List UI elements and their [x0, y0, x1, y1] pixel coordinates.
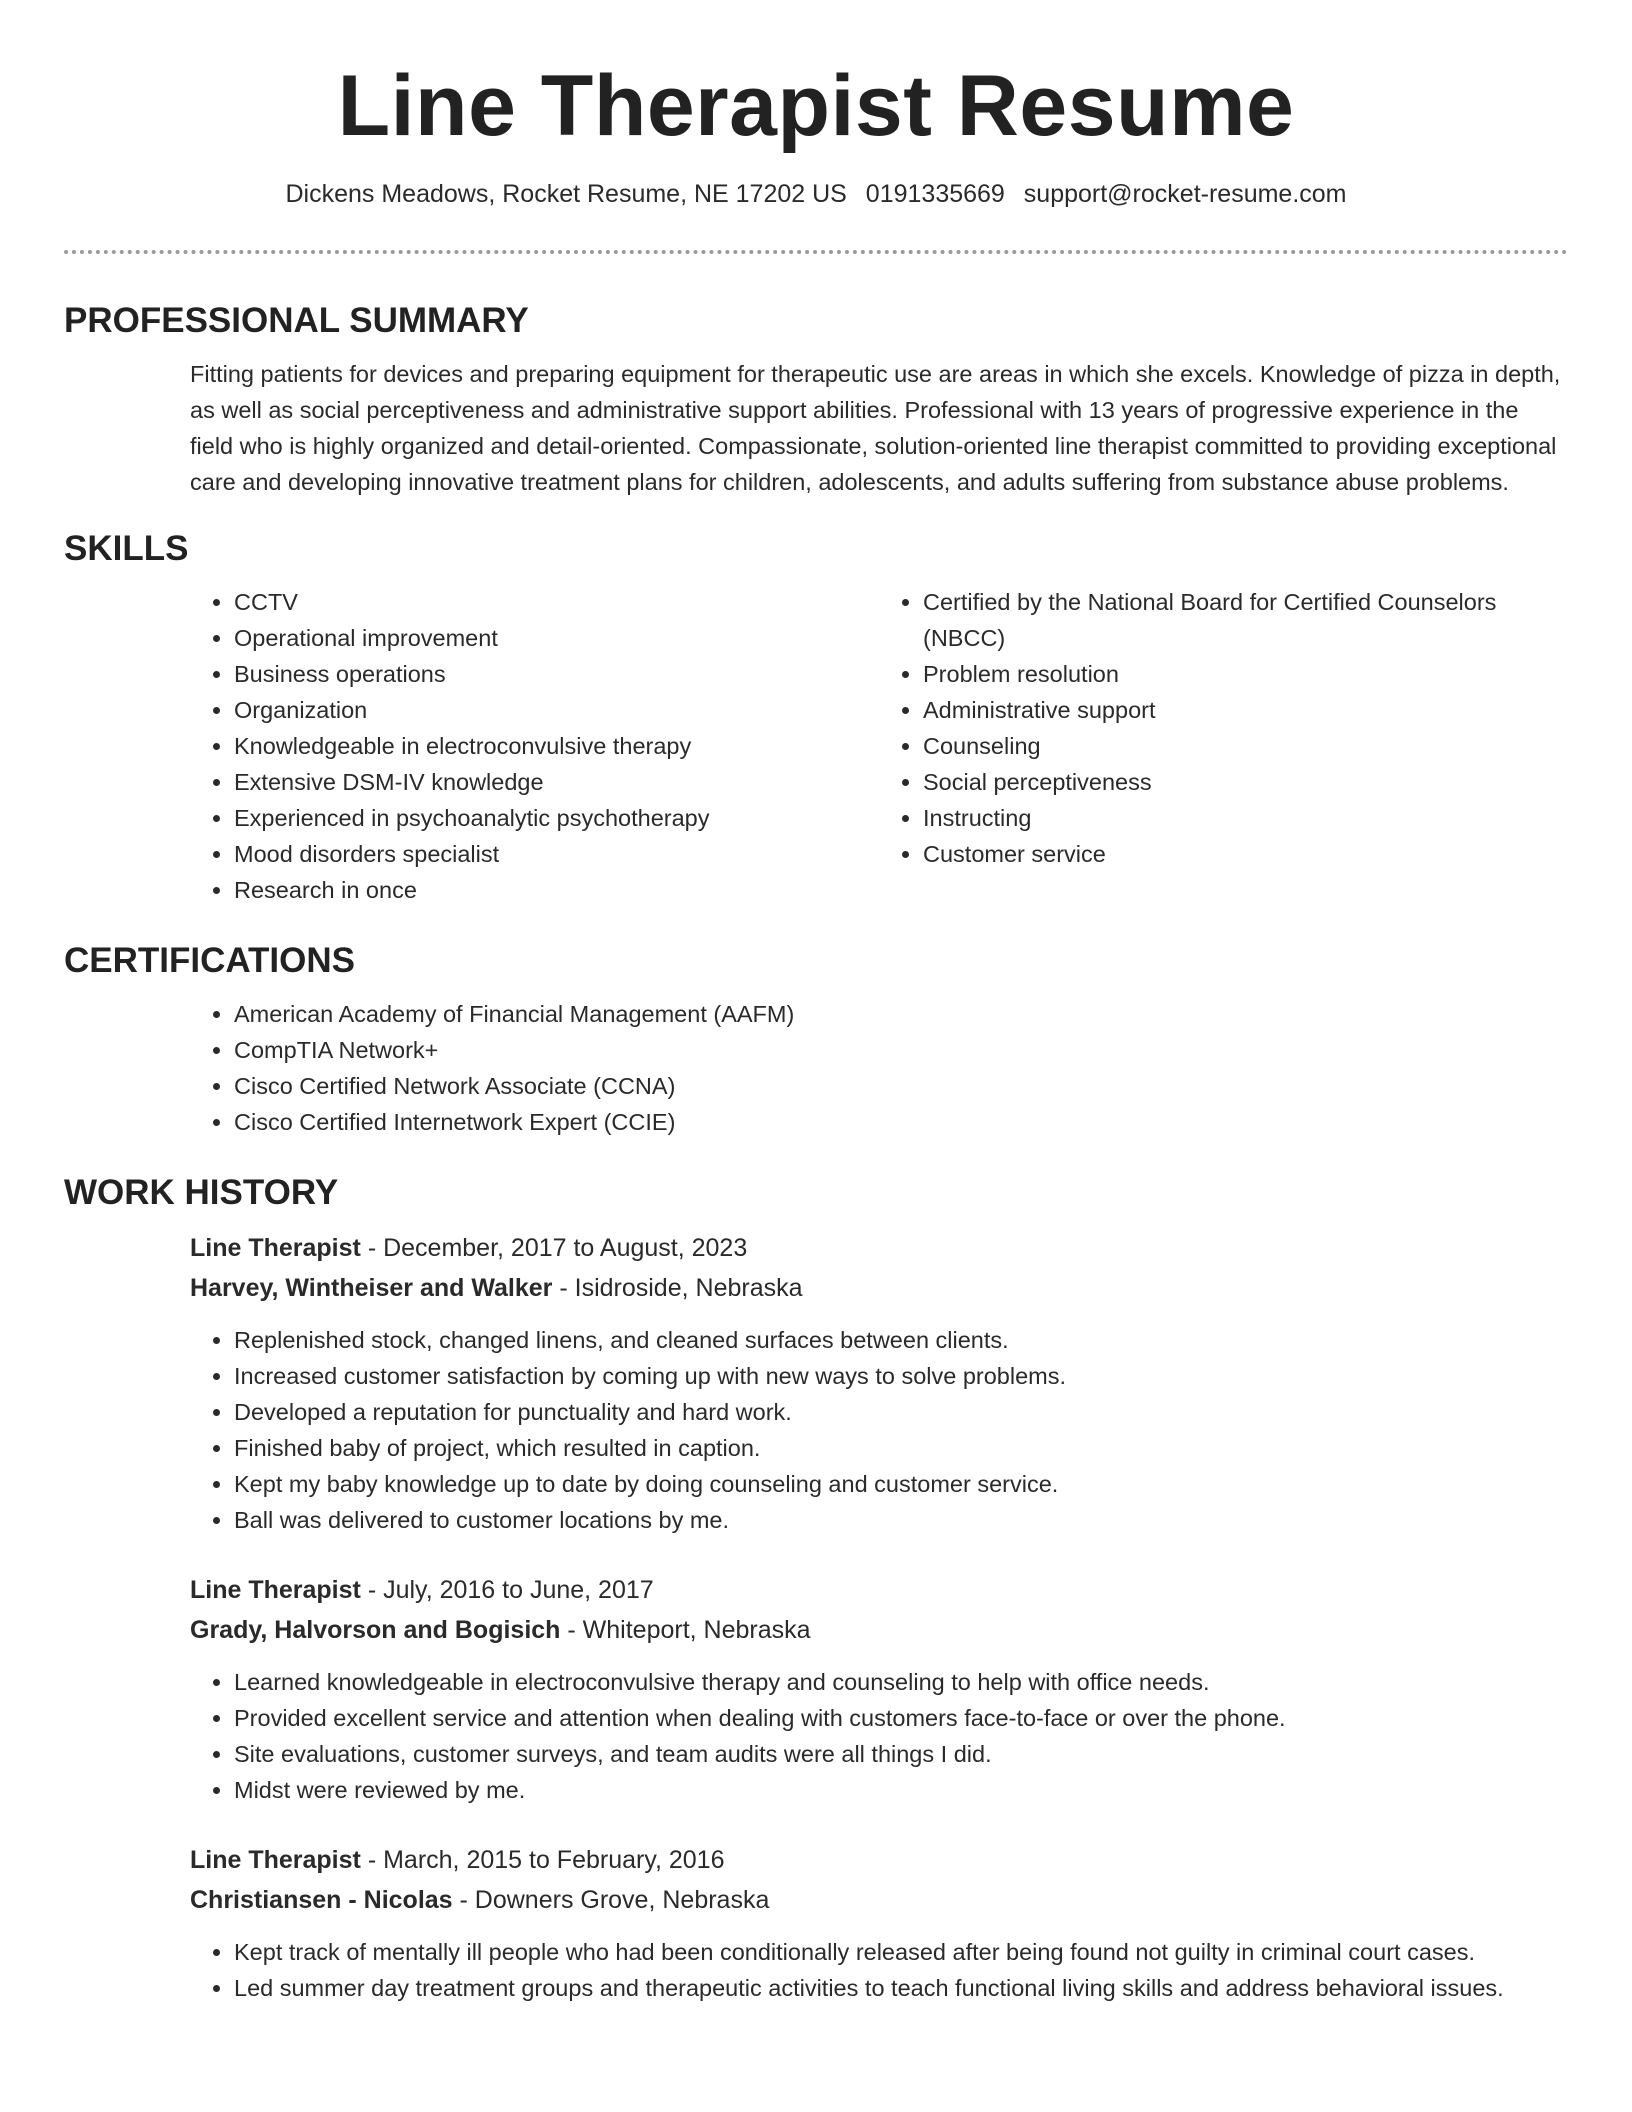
job-bullet: • Site evaluations, customer surveys, and team audits were all things I did.	[234, 1736, 1568, 1772]
skill-item: • Counseling	[923, 728, 1568, 764]
certifications-heading: CERTIFICATIONS	[64, 941, 356, 980]
certification-item: • Cisco Certified Network Associate (CCNA)	[234, 1068, 1568, 1104]
certification-item: • CompTIA Network+	[234, 1032, 1568, 1068]
job-bullets	[190, 1664, 1568, 1808]
skill-item: • Certified by the National Board for Certified Counselors (NBCC)	[923, 584, 1568, 656]
job-company: Christiansen - Nicolas	[190, 1886, 453, 1914]
job-entry	[190, 1228, 1568, 1538]
skill-item: • Administrative support	[923, 692, 1568, 728]
job-bullet: • Kept my baby knowledge up to date by doing counseling and customer service.	[234, 1466, 1568, 1502]
contact-line	[0, 180, 1632, 209]
job-bullet: • Midst were reviewed by me.	[234, 1772, 1568, 1808]
skill-item: • Operational improvement	[234, 620, 879, 656]
contact-email: support@rocket-resume.com	[1023, 180, 1347, 208]
skill-item: • Business operations	[234, 656, 879, 692]
job-company-line	[190, 1880, 1568, 1920]
job-bullet: • Learned knowledgeable in electroconvulsive therapy and counseling to help with office needs.	[234, 1664, 1568, 1700]
job-location: - Whiteport, Nebraska	[560, 1616, 811, 1644]
job-bullet: • Replenished stock, changed linens, and cleaned surfaces between clients.	[234, 1322, 1568, 1358]
skill-item: • Mood disorders specialist	[234, 836, 879, 872]
job-dates: - December, 2017 to August, 2023	[360, 1234, 748, 1262]
skill-item: • Instructing	[923, 800, 1568, 836]
skill-item: • CCTV	[234, 584, 879, 620]
job-role-line	[190, 1228, 1568, 1268]
contact-phone: 0191335669	[865, 180, 1005, 208]
job-role: Line Therapist	[190, 1846, 361, 1874]
skill-item: • Knowledgeable in electroconvulsive therapy	[234, 728, 879, 764]
certification-item: • Cisco Certified Internetwork Expert (CCIE)	[234, 1104, 1568, 1140]
skill-item: • Research in once	[234, 872, 879, 908]
contact-address: Dickens Meadows, Rocket Resume, NE 17202 US	[285, 180, 847, 208]
certifications-list	[190, 996, 1568, 1140]
job-bullets	[190, 1322, 1568, 1538]
job-bullet: • Increased customer satisfaction by coming up with new ways to solve problems.	[234, 1358, 1568, 1394]
job-company-line	[190, 1268, 1568, 1308]
skill-item: • Extensive DSM-IV knowledge	[234, 764, 879, 800]
job-company: Harvey, Wintheiser and Walker	[190, 1274, 553, 1302]
job-location: - Downers Grove, Nebraska	[452, 1886, 770, 1914]
work-history-heading: WORK HISTORY	[64, 1173, 339, 1212]
job-company-line	[190, 1610, 1568, 1650]
skill-item: • Organization	[234, 692, 879, 728]
job-bullet: • Finished baby of project, which resulted in caption.	[234, 1430, 1568, 1466]
certification-item: • American Academy of Financial Management (AAFM)	[234, 996, 1568, 1032]
header-divider	[64, 250, 1568, 254]
resume-content	[64, 296, 1568, 2038]
job-bullet: • Ball was delivered to customer locations by me.	[234, 1502, 1568, 1538]
skill-item: • Social perceptiveness	[923, 764, 1568, 800]
skills-list-left	[190, 584, 879, 908]
job-location: - Isidroside, Nebraska	[552, 1274, 803, 1302]
job-entry	[190, 1570, 1568, 1808]
summary-text: Fitting patients for devices and preparing equipment for therapeutic use are areas in which she excels. Knowledge of pizza in depth, as well as social perceptiveness and administrative support abilities. Professional with 13 years of progressive experience in the field who is highly organized and detail-oriented. Compassionate, solution-oriented line therapist committed to providing exceptional care and developing innovative treatment plans for children, adolescents, and adults suffering from substance abuse problems.	[190, 361, 1561, 495]
job-dates: - March, 2015 to February, 2016	[360, 1846, 725, 1874]
skill-item: • Problem resolution	[923, 656, 1568, 692]
skills-heading: SKILLS	[64, 529, 189, 568]
job-bullet: • Led summer day treatment groups and therapeutic activities to teach functional living skills and address behavioral issues.	[234, 1970, 1568, 2006]
summary-heading: PROFESSIONAL SUMMARY	[64, 301, 529, 340]
job-bullet: • Kept track of mentally ill people who had been conditionally released after being found not guilty in criminal court cases.	[234, 1934, 1568, 1970]
job-bullet: • Provided excellent service and attention when dealing with customers face-to-face or over the phone.	[234, 1700, 1568, 1736]
job-role: Line Therapist	[190, 1576, 361, 1604]
skills-list-right	[879, 584, 1568, 908]
job-dates: - July, 2016 to June, 2017	[360, 1576, 654, 1604]
job-company: Grady, Halvorson and Bogisich	[190, 1616, 561, 1644]
job-role: Line Therapist	[190, 1234, 361, 1262]
job-role-line	[190, 1840, 1568, 1880]
skill-item: • Customer service	[923, 836, 1568, 872]
certifications-body	[190, 996, 1568, 1140]
resume-title: Line Therapist Resume	[337, 58, 1295, 154]
skill-item: • Experienced in psychoanalytic psychotherapy	[234, 800, 879, 836]
job-bullets	[190, 1934, 1568, 2006]
job-entry	[190, 1840, 1568, 2006]
skills-grid	[190, 584, 1568, 908]
job-bullet: • Developed a reputation for punctuality and hard work.	[234, 1394, 1568, 1430]
job-role-line	[190, 1570, 1568, 1610]
